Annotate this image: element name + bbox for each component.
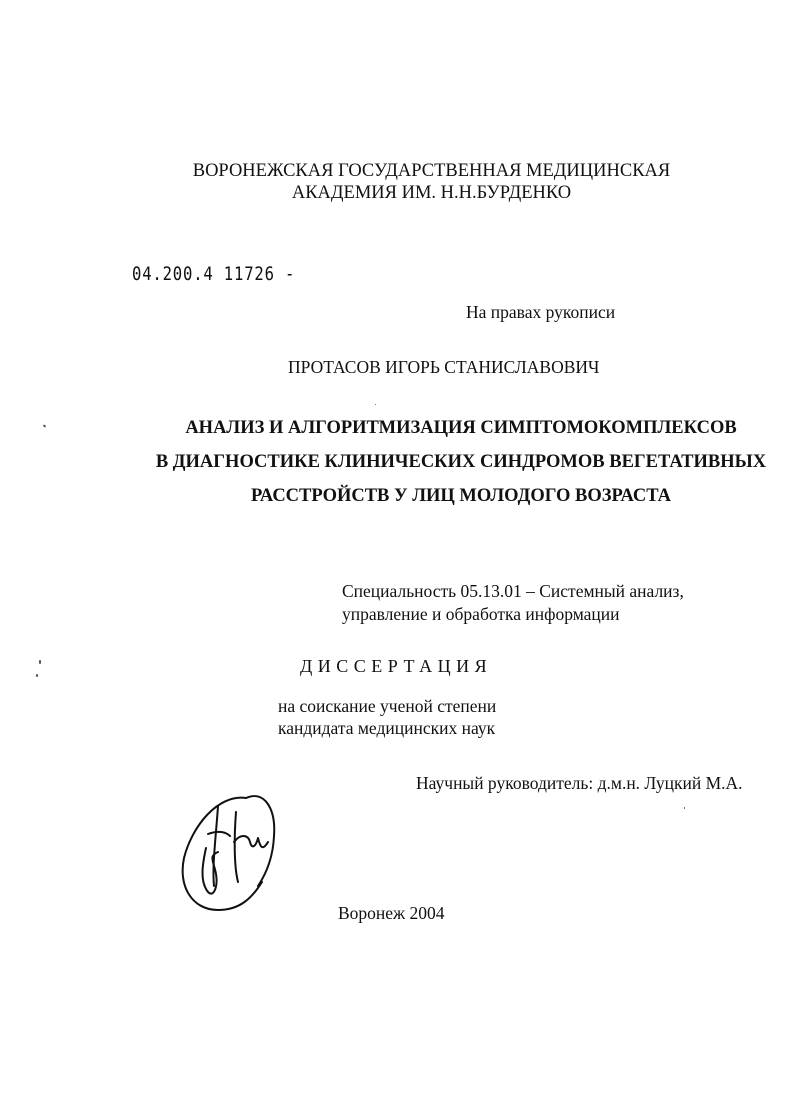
title-line-1: АНАЛИЗ И АЛГОРИТМИЗАЦИЯ СИМПТОМОКОМПЛЕКСОВ <box>185 418 737 438</box>
institution-line-1: ВОРОНЕЖСКАЯ ГОСУДАРСТВЕННАЯ МЕДИЦИНСКАЯ <box>192 161 671 181</box>
registration-stamp: 04.200.4 11726 - <box>132 263 296 285</box>
specialty-line-1: Специальность 05.13.01 – Системный анализ, <box>342 581 684 601</box>
scan-speck <box>375 404 376 405</box>
author-name: ПРОТАСОВ ИГОРЬ СТАНИСЛАВОВИЧ <box>288 357 600 377</box>
signature-icon <box>178 786 288 916</box>
scan-speck <box>684 807 685 809</box>
scan-speck <box>36 674 38 677</box>
institution-line-2: АКАДЕМИЯ ИМ. Н.Н.БУРДЕНКО <box>291 183 572 203</box>
specialty-line-2: управление и обработка информации <box>342 604 620 624</box>
title-line-3: РАССТРОЙСТВ У ЛИЦ МОЛОДОГО ВОЗРАСТА <box>250 486 672 506</box>
degree-line-2: кандидата медицинских наук <box>278 718 496 738</box>
document-type-heading: ДИССЕРТАЦИЯ <box>300 656 493 676</box>
city-and-year: Воронеж 2004 <box>338 903 445 923</box>
institution-name <box>0 160 793 204</box>
degree-line-1: на соискание ученой степени <box>278 696 497 716</box>
degree-statement <box>278 695 496 739</box>
specialty <box>342 580 684 626</box>
scan-speck <box>39 660 41 664</box>
manuscript-rights-note: На правах рукописи <box>466 302 616 322</box>
dissertation-title <box>0 411 793 513</box>
title-line-2: В ДИАГНОСТИКЕ КЛИНИЧЕСКИХ СИНДРОМОВ ВЕГЕТАТИВНЫХ <box>155 452 767 472</box>
scientific-advisor: Научный руководитель: д.м.н. Луцкий М.А. <box>416 773 743 793</box>
